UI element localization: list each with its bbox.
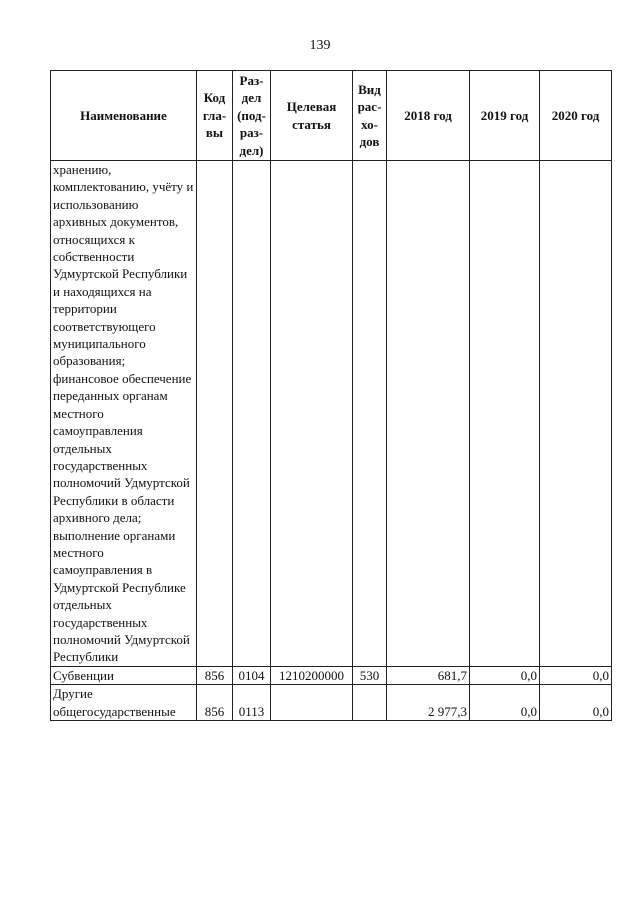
header-2020: 2020 год — [540, 71, 612, 161]
row-type — [353, 161, 387, 667]
header-code: Код гла- вы — [197, 71, 233, 161]
row-section — [233, 161, 271, 667]
header-name: Наименование — [51, 71, 197, 161]
table-row — [51, 666, 612, 684]
row-2020 — [540, 161, 612, 667]
row-code — [197, 161, 233, 667]
row-2018: 2 977,3 — [387, 685, 470, 721]
row-2018 — [387, 161, 470, 667]
row-target: 1210200000 — [271, 666, 353, 684]
table-row — [51, 161, 612, 667]
row-2019: 0,0 — [470, 666, 540, 684]
row-code: 856 — [197, 685, 233, 721]
page-number: 139 — [309, 38, 331, 53]
row-target — [271, 161, 353, 667]
header-target: Целевая статья — [271, 71, 353, 161]
row-section: 0104 — [233, 666, 271, 684]
row-2020: 0,0 — [540, 685, 612, 721]
row-2020: 0,0 — [540, 666, 612, 684]
row-2018: 681,7 — [387, 666, 470, 684]
row-2019: 0,0 — [470, 685, 540, 721]
table-header-row — [51, 71, 612, 161]
budget-table — [50, 70, 612, 721]
row-name: Другие общегосударственные — [51, 685, 197, 721]
header-section: Раз- дел (под- раз- дел) — [233, 71, 271, 161]
header-type: Вид рас- хо- дов — [353, 71, 387, 161]
row-type: 530 — [353, 666, 387, 684]
row-name: Субвенции — [51, 666, 197, 684]
row-type — [353, 685, 387, 721]
row-target — [271, 685, 353, 721]
table-row — [51, 685, 612, 721]
header-2018: 2018 год — [387, 71, 470, 161]
header-2019: 2019 год — [470, 71, 540, 161]
row-name: хранению, комплектованию, учёту и использованию архивных документов, относящихся к собственности Удмуртской Республики и находящихся на территории соответствующего муниципального образования; финансовое обеспечение переданных органам местного самоуправления отдельных государственных полномочий Удмуртской Республики в области архивного дела; выполнение органами местного самоуправления в Удмуртской Республике отдельных государственных полномочий Удмуртской Республики — [51, 161, 197, 667]
row-2019 — [470, 161, 540, 667]
row-code: 856 — [197, 666, 233, 684]
row-section: 0113 — [233, 685, 271, 721]
